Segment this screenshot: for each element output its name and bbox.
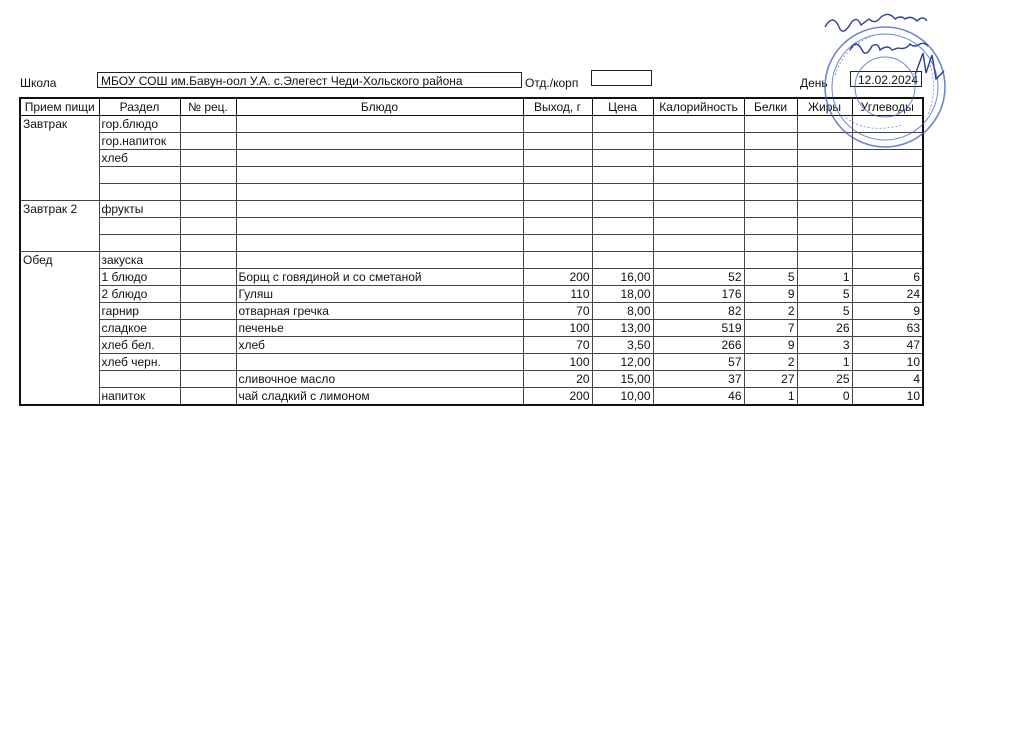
table-row <box>20 371 923 388</box>
fat-cell: 0 <box>797 388 852 406</box>
prot-cell <box>744 235 797 252</box>
price-cell <box>592 184 653 201</box>
rec-cell <box>180 354 236 371</box>
meal-name-cell: Завтрак 2 <box>20 201 99 252</box>
section-cell <box>99 184 180 201</box>
kcal-cell <box>653 235 744 252</box>
out-cell: 200 <box>523 388 592 406</box>
rec-cell <box>180 320 236 337</box>
section-cell: хлеб черн. <box>99 354 180 371</box>
official-stamp-and-signature <box>795 5 950 150</box>
carb-cell <box>852 167 923 184</box>
section-cell: гарнир <box>99 303 180 320</box>
column-header: Раздел <box>99 98 180 116</box>
carb-cell: 63 <box>852 320 923 337</box>
out-cell: 100 <box>523 320 592 337</box>
prot-cell: 1 <box>744 388 797 406</box>
rec-cell <box>180 286 236 303</box>
table-row <box>20 184 923 201</box>
prot-cell: 9 <box>744 286 797 303</box>
out-cell: 20 <box>523 371 592 388</box>
menu-table <box>19 97 924 406</box>
rec-cell <box>180 371 236 388</box>
price-cell <box>592 116 653 133</box>
dish-cell: чай сладкий с лимоном <box>236 388 523 406</box>
dept-field[interactable] <box>591 70 652 86</box>
table-row <box>20 286 923 303</box>
out-cell <box>523 184 592 201</box>
meal-name-cell: Завтрак <box>20 116 99 201</box>
fat-cell: 5 <box>797 303 852 320</box>
dish-cell <box>236 150 523 167</box>
section-cell: напиток <box>99 388 180 406</box>
section-cell: закуска <box>99 252 180 269</box>
table-row <box>20 388 923 406</box>
price-cell: 16,00 <box>592 269 653 286</box>
rec-cell <box>180 150 236 167</box>
rec-cell <box>180 201 236 218</box>
rec-cell <box>180 388 236 406</box>
price-cell: 18,00 <box>592 286 653 303</box>
out-cell <box>523 133 592 150</box>
carb-cell: 6 <box>852 269 923 286</box>
kcal-cell <box>653 218 744 235</box>
out-cell: 110 <box>523 286 592 303</box>
kcal-cell <box>653 167 744 184</box>
fat-cell: 5 <box>797 286 852 303</box>
out-cell: 70 <box>523 303 592 320</box>
section-cell <box>99 218 180 235</box>
price-cell: 15,00 <box>592 371 653 388</box>
out-cell <box>523 167 592 184</box>
table-row <box>20 354 923 371</box>
section-cell: сладкое <box>99 320 180 337</box>
column-header: Выход, г <box>523 98 592 116</box>
price-cell <box>592 235 653 252</box>
price-cell: 13,00 <box>592 320 653 337</box>
carb-cell: 9 <box>852 303 923 320</box>
table-row <box>20 303 923 320</box>
prot-cell: 2 <box>744 354 797 371</box>
price-cell <box>592 252 653 269</box>
column-header: Блюдо <box>236 98 523 116</box>
price-cell <box>592 167 653 184</box>
prot-cell: 5 <box>744 269 797 286</box>
dish-cell <box>236 235 523 252</box>
kcal-cell: 266 <box>653 337 744 354</box>
table-row <box>20 252 923 269</box>
dish-cell <box>236 116 523 133</box>
table-row <box>20 235 923 252</box>
prot-cell: 9 <box>744 337 797 354</box>
out-cell <box>523 252 592 269</box>
prot-cell <box>744 201 797 218</box>
out-cell <box>523 235 592 252</box>
kcal-cell <box>653 150 744 167</box>
price-cell: 10,00 <box>592 388 653 406</box>
carb-cell <box>852 150 923 167</box>
carb-cell <box>852 184 923 201</box>
dish-cell: Борщ с говядиной и со сметаной <box>236 269 523 286</box>
carb-cell: 47 <box>852 337 923 354</box>
table-row <box>20 167 923 184</box>
day-field[interactable]: 12.02.2024 <box>850 71 922 87</box>
table-row <box>20 116 923 133</box>
school-label: Школа <box>20 76 57 90</box>
kcal-cell: 46 <box>653 388 744 406</box>
kcal-cell <box>653 252 744 269</box>
rec-cell <box>180 303 236 320</box>
prot-cell <box>744 184 797 201</box>
rec-cell <box>180 218 236 235</box>
carb-cell <box>852 218 923 235</box>
fat-cell: 3 <box>797 337 852 354</box>
dish-cell <box>236 184 523 201</box>
dish-cell <box>236 252 523 269</box>
kcal-cell: 37 <box>653 371 744 388</box>
out-cell: 100 <box>523 354 592 371</box>
meal-name-cell: Обед <box>20 252 99 406</box>
fat-cell <box>797 252 852 269</box>
column-header: Прием пищи <box>20 98 99 116</box>
kcal-cell <box>653 201 744 218</box>
dish-cell <box>236 354 523 371</box>
carb-cell <box>852 235 923 252</box>
dept-label: Отд./корп <box>525 76 579 90</box>
kcal-cell: 52 <box>653 269 744 286</box>
dish-cell <box>236 218 523 235</box>
fat-cell <box>797 150 852 167</box>
section-cell: фрукты <box>99 201 180 218</box>
fat-cell: 26 <box>797 320 852 337</box>
rec-cell <box>180 184 236 201</box>
carb-cell <box>852 201 923 218</box>
table-row <box>20 150 923 167</box>
carb-cell: 10 <box>852 388 923 406</box>
kcal-cell: 82 <box>653 303 744 320</box>
table-row <box>20 269 923 286</box>
section-cell: гор.напиток <box>99 133 180 150</box>
prot-cell <box>744 252 797 269</box>
section-cell: 1 блюдо <box>99 269 180 286</box>
prot-cell: 7 <box>744 320 797 337</box>
price-cell <box>592 133 653 150</box>
table-row <box>20 320 923 337</box>
out-cell <box>523 201 592 218</box>
fat-cell <box>797 167 852 184</box>
table-header-row <box>20 98 923 116</box>
dish-cell <box>236 133 523 150</box>
rec-cell <box>180 269 236 286</box>
dish-cell <box>236 201 523 218</box>
fat-cell <box>797 235 852 252</box>
out-cell <box>523 116 592 133</box>
section-cell: хлеб бел. <box>99 337 180 354</box>
prot-cell <box>744 167 797 184</box>
fat-cell: 1 <box>797 269 852 286</box>
table-body <box>20 116 923 406</box>
prot-cell <box>744 218 797 235</box>
kcal-cell <box>653 133 744 150</box>
section-cell: 2 блюдо <box>99 286 180 303</box>
kcal-cell <box>653 184 744 201</box>
table-row <box>20 218 923 235</box>
kcal-cell: 176 <box>653 286 744 303</box>
price-cell: 3,50 <box>592 337 653 354</box>
fat-cell <box>797 218 852 235</box>
rec-cell <box>180 252 236 269</box>
rec-cell <box>180 337 236 354</box>
dish-cell: Гуляш <box>236 286 523 303</box>
out-cell: 70 <box>523 337 592 354</box>
column-header: Жиры <box>797 98 852 116</box>
section-cell: гор.блюдо <box>99 116 180 133</box>
table-row <box>20 201 923 218</box>
rec-cell <box>180 133 236 150</box>
price-cell <box>592 150 653 167</box>
dish-cell: хлеб <box>236 337 523 354</box>
prot-cell: 27 <box>744 371 797 388</box>
column-header: Цена <box>592 98 653 116</box>
price-cell: 8,00 <box>592 303 653 320</box>
prot-cell <box>744 133 797 150</box>
carb-cell: 10 <box>852 354 923 371</box>
kcal-cell <box>653 116 744 133</box>
carb-cell <box>852 252 923 269</box>
fat-cell <box>797 184 852 201</box>
section-cell <box>99 235 180 252</box>
out-cell: 200 <box>523 269 592 286</box>
out-cell <box>523 218 592 235</box>
fat-cell: 1 <box>797 354 852 371</box>
column-header: № рец. <box>180 98 236 116</box>
fat-cell <box>797 201 852 218</box>
rec-cell <box>180 235 236 252</box>
rec-cell <box>180 116 236 133</box>
price-cell <box>592 218 653 235</box>
price-cell: 12,00 <box>592 354 653 371</box>
out-cell <box>523 150 592 167</box>
fat-cell: 25 <box>797 371 852 388</box>
column-header: Белки <box>744 98 797 116</box>
rec-cell <box>180 167 236 184</box>
kcal-cell: 57 <box>653 354 744 371</box>
section-cell <box>99 371 180 388</box>
prot-cell <box>744 150 797 167</box>
prot-cell: 2 <box>744 303 797 320</box>
dish-cell: отварная гречка <box>236 303 523 320</box>
kcal-cell: 519 <box>653 320 744 337</box>
section-cell: хлеб <box>99 150 180 167</box>
carb-cell: 24 <box>852 286 923 303</box>
column-header: Углеводы <box>852 98 923 116</box>
day-label: День <box>800 76 828 90</box>
dish-cell: сливочное масло <box>236 371 523 388</box>
column-header: Калорийность <box>653 98 744 116</box>
prot-cell <box>744 116 797 133</box>
section-cell <box>99 167 180 184</box>
table-row <box>20 337 923 354</box>
dish-cell <box>236 167 523 184</box>
price-cell <box>592 201 653 218</box>
table-row <box>20 133 923 150</box>
dish-cell: печенье <box>236 320 523 337</box>
carb-cell: 4 <box>852 371 923 388</box>
school-name-field[interactable]: МБОУ СОШ им.Бавун-оол У.А. с.Элегест Чеди-Хольского района <box>97 72 522 88</box>
